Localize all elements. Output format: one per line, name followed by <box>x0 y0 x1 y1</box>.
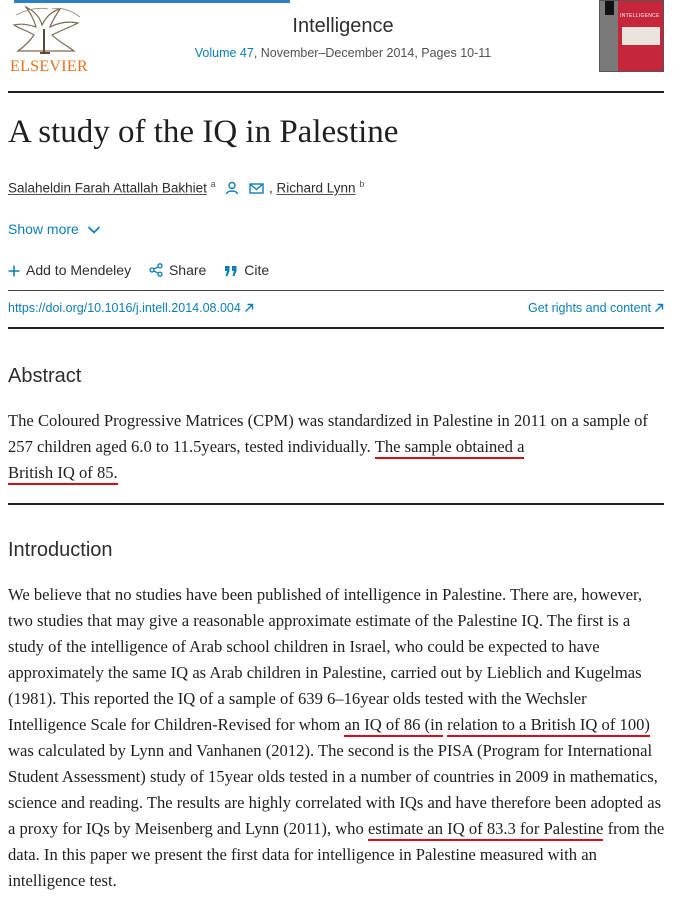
author-link-bakhiet[interactable]: Salaheldin Farah Attallah Bakhiet <box>8 180 207 196</box>
issue-details: , November–December 2014, Pages 10-11 <box>253 46 492 60</box>
article-toolbar <box>8 262 283 278</box>
introduction-text <box>8 582 666 894</box>
show-more-label: Show more <box>8 221 79 237</box>
journal-issue <box>98 46 588 60</box>
annotated-highlight: The sample obtained a <box>375 437 525 459</box>
external-link-icon <box>654 303 664 313</box>
annotated-highlight: estimate an IQ of 83.3 for Palestine <box>368 819 603 841</box>
add-to-mendeley-button[interactable] <box>8 262 135 278</box>
introduction-heading: Introduction <box>8 539 113 561</box>
quote-icon <box>224 265 238 277</box>
doi-url: https://doi.org/10.1016/j.intell.2014.08.004 <box>8 301 241 315</box>
introduction-body-3: from the data. In this paper we present the first data for intelligence in Palestine measured with an intelligence test. <box>8 819 665 890</box>
publisher-name: ELSEVIER <box>10 58 88 75</box>
annotated-highlight: an IQ of 86 (in <box>344 715 443 737</box>
header-divider <box>8 91 664 93</box>
person-icon[interactable] <box>225 181 239 195</box>
elsevier-logo[interactable] <box>8 5 88 77</box>
journal-header <box>8 5 664 91</box>
plus-icon <box>8 265 20 277</box>
abstract-heading: Abstract <box>8 365 82 387</box>
annotated-highlight: British IQ of 85. <box>8 463 118 485</box>
annotated-highlight: relation to a British IQ of 100) <box>447 715 650 737</box>
journal-cover-thumbnail[interactable] <box>599 0 664 72</box>
author-link-lynn[interactable]: Richard Lynn <box>276 180 356 196</box>
cover-title: INTELLIGENCE <box>620 13 660 19</box>
abstract-divider <box>8 503 664 505</box>
author-separator: , <box>268 180 273 196</box>
envelope-icon[interactable] <box>249 182 265 195</box>
chevron-down-icon <box>87 225 101 235</box>
external-link-icon <box>244 303 254 313</box>
add-to-mendeley-label: Add to Mendeley <box>26 262 132 278</box>
share-button[interactable] <box>149 262 210 278</box>
get-rights-link[interactable] <box>528 301 664 315</box>
cite-button[interactable] <box>224 262 269 278</box>
introduction-body-2: was calculated by Lynn and Vanhanen (2012). The second is the PISA (Program for International Student Assessment) study of 15year olds tested in a number of countries in 2009 in mathematics, science and reading. The results are highly correlated with IQs and have therefore been adopted as a proxy for IQs by Meisenberg and Lynn (2011), who <box>8 741 662 838</box>
affiliation-marker-b[interactable]: b <box>359 179 365 189</box>
journal-info <box>98 15 588 60</box>
cover-black-block <box>605 1 614 15</box>
tree-logo-icon <box>8 5 86 57</box>
share-icon <box>149 263 163 277</box>
top-accent-bar <box>14 0 290 3</box>
affiliation-marker-a[interactable]: a <box>210 179 216 189</box>
cover-image-block <box>622 27 660 45</box>
toolbar-divider <box>8 290 664 291</box>
abstract-body: The Coloured Progressive Matrices (CPM) was standardized in Palestine in 2011 on a sample of 257 children aged 6.0 to 11.5years, tested individually. <box>8 411 648 456</box>
article-title: A study of the IQ in Palestine <box>8 114 399 150</box>
cite-label: Cite <box>244 262 270 278</box>
show-more-button[interactable] <box>8 221 101 237</box>
introduction-body-1: We believe that no studies have been published of intelligence in Palestine. There are, however, two studies that may give a reasonable approximate estimate of the Palestine IQ. The first is a study of the intelligence of Arab school children in Israel, who could be expected to have approximately the same IQ as Arab children in Palestine, carried out by Lieblich and Kugelmas (1981). This reported the IQ of a sample of 639 6–16year olds tested with the Wechsler Intelligence Scale for Children-Revised for whom <box>8 585 643 734</box>
volume-link[interactable]: Volume 47 <box>194 46 254 60</box>
doi-row <box>8 301 664 315</box>
journal-title[interactable]: Intelligence <box>292 15 394 37</box>
share-label: Share <box>168 262 207 278</box>
doi-divider <box>8 327 664 329</box>
doi-link[interactable] <box>8 301 254 315</box>
author-list <box>8 179 364 196</box>
get-rights-label: Get rights and content <box>528 301 651 315</box>
abstract-text <box>8 408 666 486</box>
